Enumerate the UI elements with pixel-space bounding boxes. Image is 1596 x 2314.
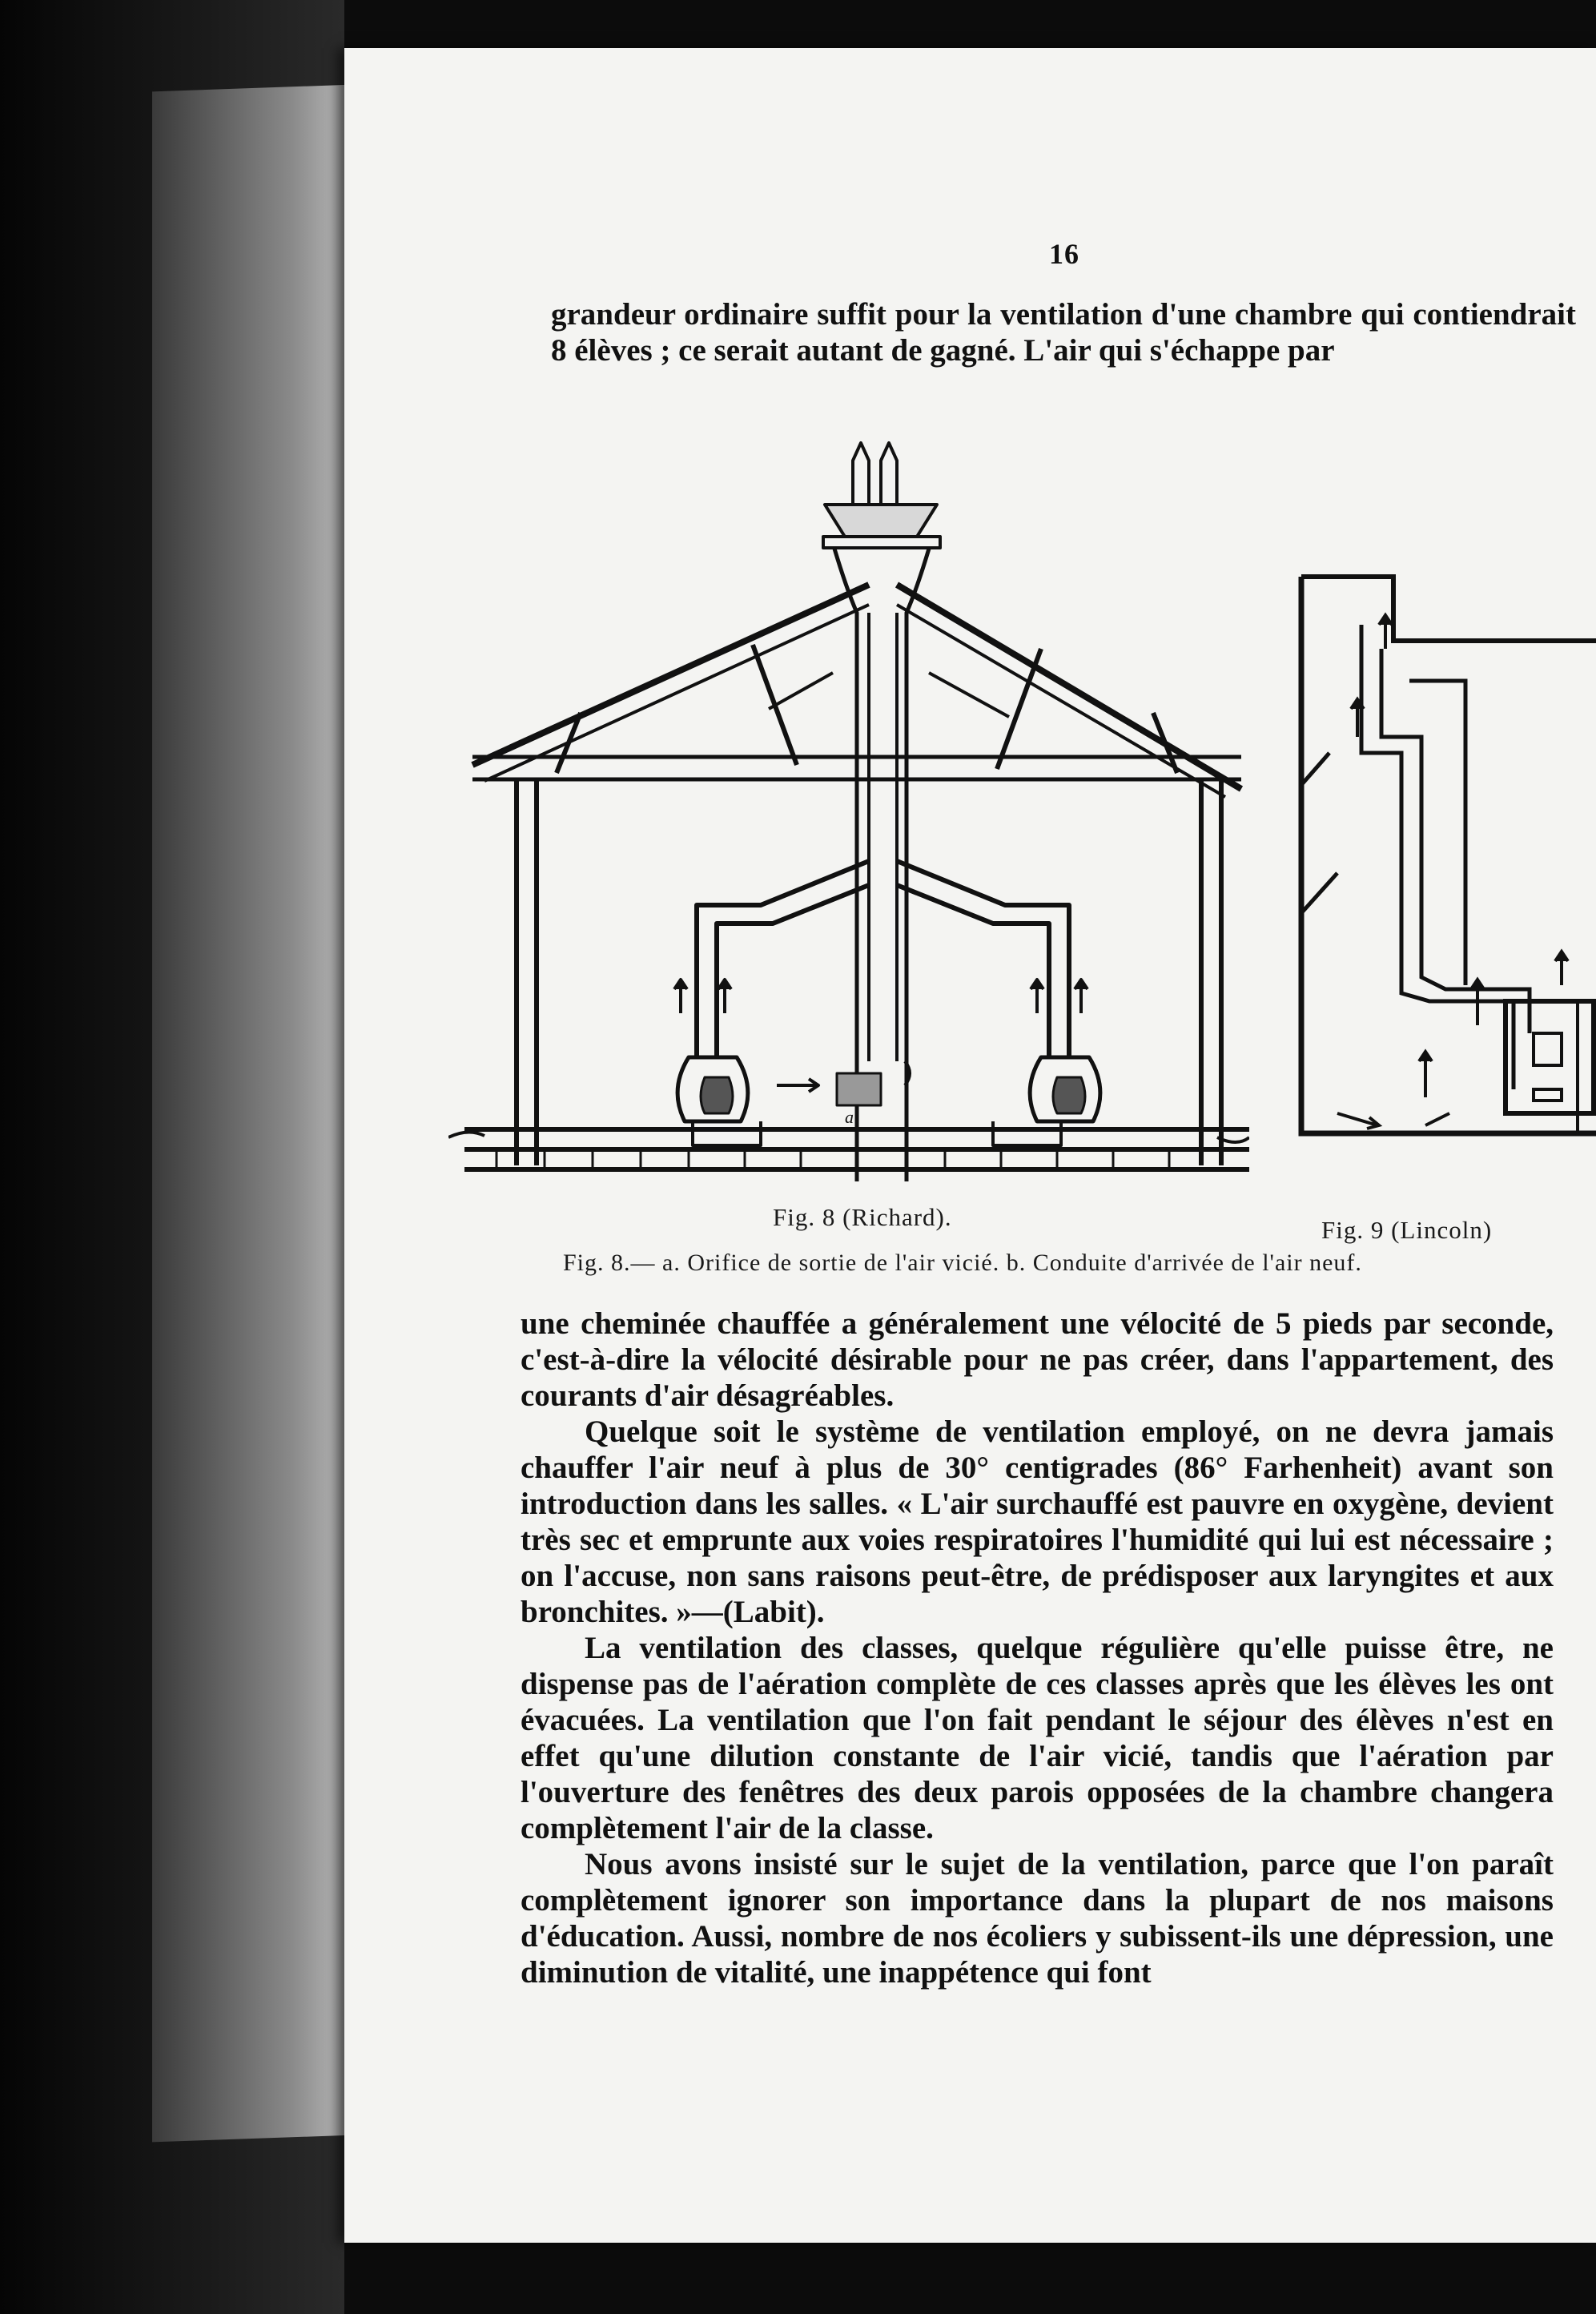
paragraph-4: Nous avons insisté sur le sujet de la ventilation, parce que l'on paraît complètement ignorer son importance dans la plupart de nos maisons d'éducation. Aussi, nombre de nos écoliers y subissent-ils une dépression, une diminution de vitalité, une inappétence qui font (521, 1847, 1554, 1990)
figure-legend: Fig. 8.— a. Orifice de sortie de l'air vicié. b. Conduite d'arrivée de l'air neuf. (563, 1250, 1362, 1276)
figure-8-caption: Fig. 8 (Richard). (773, 1203, 952, 1231)
paragraph-1: une cheminée chauffée a généralement une vélocité de 5 pieds par seconde, c'est-à-dire la vélocité désirable pour ne pas créer, dans l'appartement, des courants d'air désagréables. (521, 1306, 1554, 1413)
paragraph-3: La ventilation des classes, quelque régulière qu'elle puisse être, ne dispense pas de l'aération complète de ces classes après que les élèves les ont évacuées. La ventilation que l'on fait pendant le séjour des élèves n'est en effet qu'une dilution constante de l'air vicié, tandis que l'aération par l'ouverture des fenêtres des deux parois opposées de la chambre changera complètement l'air de la classe. (521, 1631, 1554, 1845)
figure-8-diagram (448, 404, 1249, 1181)
figure-9-diagram (1281, 553, 1596, 1169)
figure-9-caption: Fig. 9 (Lincoln) (1321, 1216, 1493, 1244)
page-number: 16 (1049, 238, 1079, 270)
body-text (521, 1306, 1554, 1990)
paragraph-2: Quelque soit le système de ventilation employé, on ne devra jamais chauffer l'air neuf à plus de 30° centigrades (86° Farhenheit) avant son introduction dans les salles. « L'air surchauffé est pauvre en oxygène, devient très sec et emprunte aux voies respiratoires l'humidité qui lui est nécessaire ; on l'accuse, non sans raisons peut-être, de prédisposer aux laryngites et aux bronchites. »—(Labit). (521, 1415, 1554, 1629)
underlying-page-edge (152, 85, 352, 2143)
marker-a: a (845, 1107, 854, 1127)
top-paragraph: grandeur ordinaire suffit pour la ventilation d'une chambre qui contiendrait 8 élèves ; ce serait autant de gagné. L'air qui s'échappe par (551, 297, 1576, 368)
